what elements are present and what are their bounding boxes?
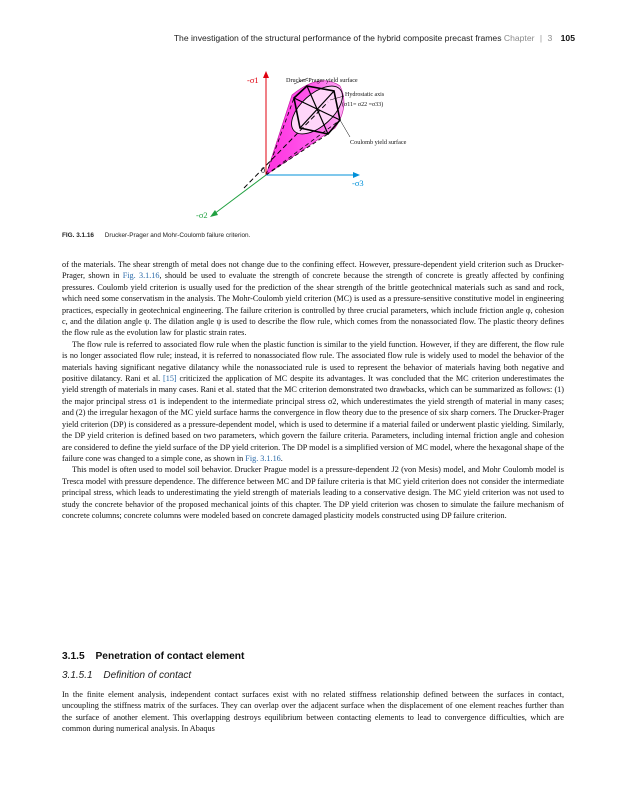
page-number: 105	[560, 33, 575, 43]
running-head-title: The investigation of the structural performance of the hybrid composite precast frames	[173, 33, 502, 43]
body-text-block-1	[62, 259, 564, 521]
running-head	[60, 33, 575, 43]
subsection-title: Definition of contact	[103, 670, 192, 681]
hydrostatic-axis-label: Hydrostatic axis	[345, 92, 385, 98]
running-head-chapter-number: 3	[547, 33, 553, 43]
origin-label: 0	[261, 166, 265, 175]
figure-yield-criterion	[190, 62, 440, 232]
paragraph-2: The flow rule is referred to associated flow rule when the plastic function is similar to the yield function. However, if they are different, the flow rule is no longer associated flow rule; instead, it is referred to nonassociated flow rule. The associated flow rule is widely used to model the behavior of the materials having significant negative dilatancy while the nonassociated rule is used to represent the behavior of materials having both negative and positive dilatancy. Rani et al. [15] criticized the application of MC despite its advantages. It was concluded that the MC criterion underestimates the yield strength of materials in many cases. Rani et al. stated that the MC criterion demonstrated two drawbacks, which can be summarized as follows: (1) the major principal stress σ1 is independent to the intermediate principal stress σ2, which underestimates the yield strength of material in many cases; and (2) the irregular hexagon of the MC yield surface harms the convergence in flow theory due to the presence of six sharp corners. The Drucker-Prager yield criterion (DP) is considered as a pressure-dependent model, which is used to determine if a material failed or underwent plastic yielding. Similarly, the DP yield criterion is defined based on two parameters, which govern the failure criteria. Parameters, including internal friction angle and cohesion are considered to define the yield surface of the DP yield criterion. The DP model is a simplified version of MC model, where the hexagonal shape of the failure cone was changed to a simple cone, as shown in Fig. 3.1.16.	[62, 339, 564, 463]
body-text-block-2	[62, 689, 564, 735]
section-title: Penetration of contact element	[95, 651, 245, 662]
running-head-separator: |	[539, 33, 543, 43]
figure-caption-label: FIG. 3.1.16	[62, 232, 94, 239]
figure-reference-link[interactable]: Fig. 3.1.16	[122, 271, 160, 281]
leader-coulomb	[340, 120, 350, 137]
paragraph-3: This model is often used to model soil behavior. Drucker Prague model is a pressure-dependent J2 (von Mesis) model, and Mohr Coulomb model is Tresca model with pressure dependence. The difference between MC and DP failure criteria is that MC yield criterion does not consider the intermediate principal stress, which leads to underestimating the yield strength of materials leading to a conservative design. The MC yield criterion was not used to study the concrete behavior of the proposed mechanical joints of this chapter. The DP yield criterion was chosen to simulate the failure mechanism of concrete columns; concrete columns were modeled based on concrete damaged plasticity models constructed using DP failure criterion.	[62, 465, 564, 520]
subsection-heading	[62, 670, 191, 681]
citation-link[interactable]: [15]	[163, 374, 177, 384]
subsection-number: 3.1.5.1	[62, 670, 93, 681]
paragraph-1: of the materials. The shear strength of metal does not change due to the confining effect. However, pressure-dependent yield criterion such as Drucker-Prager, shown in Fig. 3.1.16, should be used to evaluate the strength of concrete because the strength of concrete is greatly affected by confining pressures. Coulomb yield criterion is usually used for the prediction of the shear strength of the brittle geotechnical materials such as sand and rock, which need some conservatism in the analysis. The Mohr-Coulomb yield criterion (MC) is used as a pressure-sensitive constitutive model in engineering practices, especially in geotechnical engineering. The failure criterion is controlled by three crucial parameters, which include friction angle φ, cohesion c, and the dilation angle ψ. The dilation angle ψ is used to describe the flow rule, which comes from the nonassociated flow. The plastic theory defines the flow rule as the evolution law for plastic strain rates.	[62, 260, 564, 338]
hydrostatic-equation-label: (σ11= σ22 =σ33)	[342, 102, 384, 108]
coulomb-label: Coulomb yield surface	[350, 139, 407, 146]
drucker-prager-label: Drucker-Prager yield surface	[286, 77, 358, 84]
sigma2-label: -σ2	[196, 210, 208, 220]
sigma1-arrowhead	[263, 71, 269, 78]
paragraph-4: In the finite element analysis, independent contact surfaces exist with no related stiffness relationship defined between the surfaces in contact, uncoupling the stiffness matrix of the surfaces. They can overlap over the adjacent surface when the displacement of one element reaches further than the surface of another element. This overlapping destroys equilibrium between contacting elements to lead to convergence difficulties, which are common during numerical analysis. In Abaqus	[62, 690, 564, 734]
sigma1-label: -σ1	[247, 75, 259, 85]
figure-caption-text: Drucker-Prager and Mohr-Coulomb failure criterion.	[104, 232, 251, 239]
yield-surface-diagram	[190, 62, 440, 232]
figure-reference-link[interactable]: Fig. 3.1.16	[245, 453, 281, 463]
section-heading	[62, 651, 244, 662]
figure-caption	[62, 232, 582, 239]
running-head-chapter: Chapter	[503, 33, 535, 43]
sigma2-axis	[214, 175, 266, 214]
sigma2-arrowhead	[210, 210, 218, 217]
sigma3-label: -σ3	[352, 178, 364, 188]
section-number: 3.1.5	[62, 651, 85, 662]
